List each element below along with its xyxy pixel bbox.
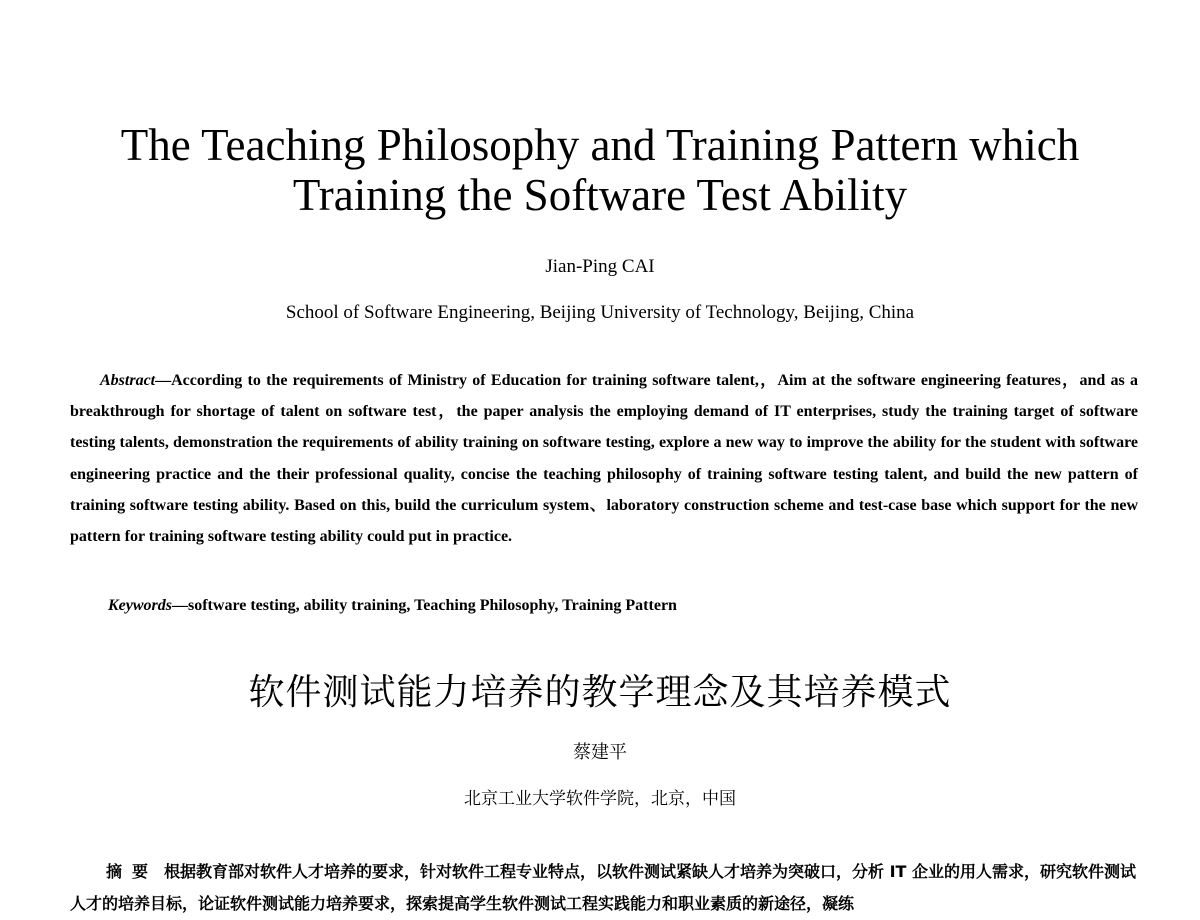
english-affiliation: School of Software Engineering, Beijing University of Technology, Beijing, China [285,302,915,323]
english-title [60,120,1140,220]
chinese-abstract-text: 根据教育部对软件人才培养的要求，针对软件工程专业特点，以软件测试紧缺人才培养为突破口，分析 IT 企业的用人需求，研究软件测试人才的培养目标，论证软件测试能力培养要求，探索提高学生软件测试工程实践能力和职业素质的新途径，凝练 [70,862,1137,913]
chinese-abstract [70,856,1138,920]
chinese-affiliation: 北京工业大学软件学院，北京，中国 [464,789,736,809]
english-keywords [108,597,1138,615]
chinese-author: 蔡建平 [573,742,627,763]
english-keywords-label: Keywords [108,597,172,614]
english-keywords-text: —software testing, ability training, Teaching Philosophy, Training Pattern [172,597,677,614]
english-abstract-text: —According to the requirements of Ministry of Education for training software talent,，Aim at the software engineering features，and as a breakthrough for shortage of talent on software test，the paper analysis the employing demand of IT enterprises, study the training target of software testing talents, demonstration the requirements of ability training on software testing, explore a new way to improve the ability for the student with software engineering practice and the their professional quality, concise the teaching philosophy of training software testing talent, and build the new pattern of training software testing ability. Based on this, build the curriculum system、laboratory construction scheme and test-case base which support for the new pattern for training software testing ability could put in practice. [70,372,1139,546]
english-abstract [70,365,1138,552]
english-abstract-label: Abstract [100,372,156,389]
english-author: Jian-Ping CAI [545,256,655,277]
english-title-line-1: The Teaching Philosophy and Training Pattern which [120,120,1080,170]
english-title-line-2: Training the Software Test Ability [292,170,908,220]
chinese-abstract-label: 摘要 [106,862,159,881]
chinese-title: 软件测试能力培养的教学理念及其培养模式 [248,672,952,713]
